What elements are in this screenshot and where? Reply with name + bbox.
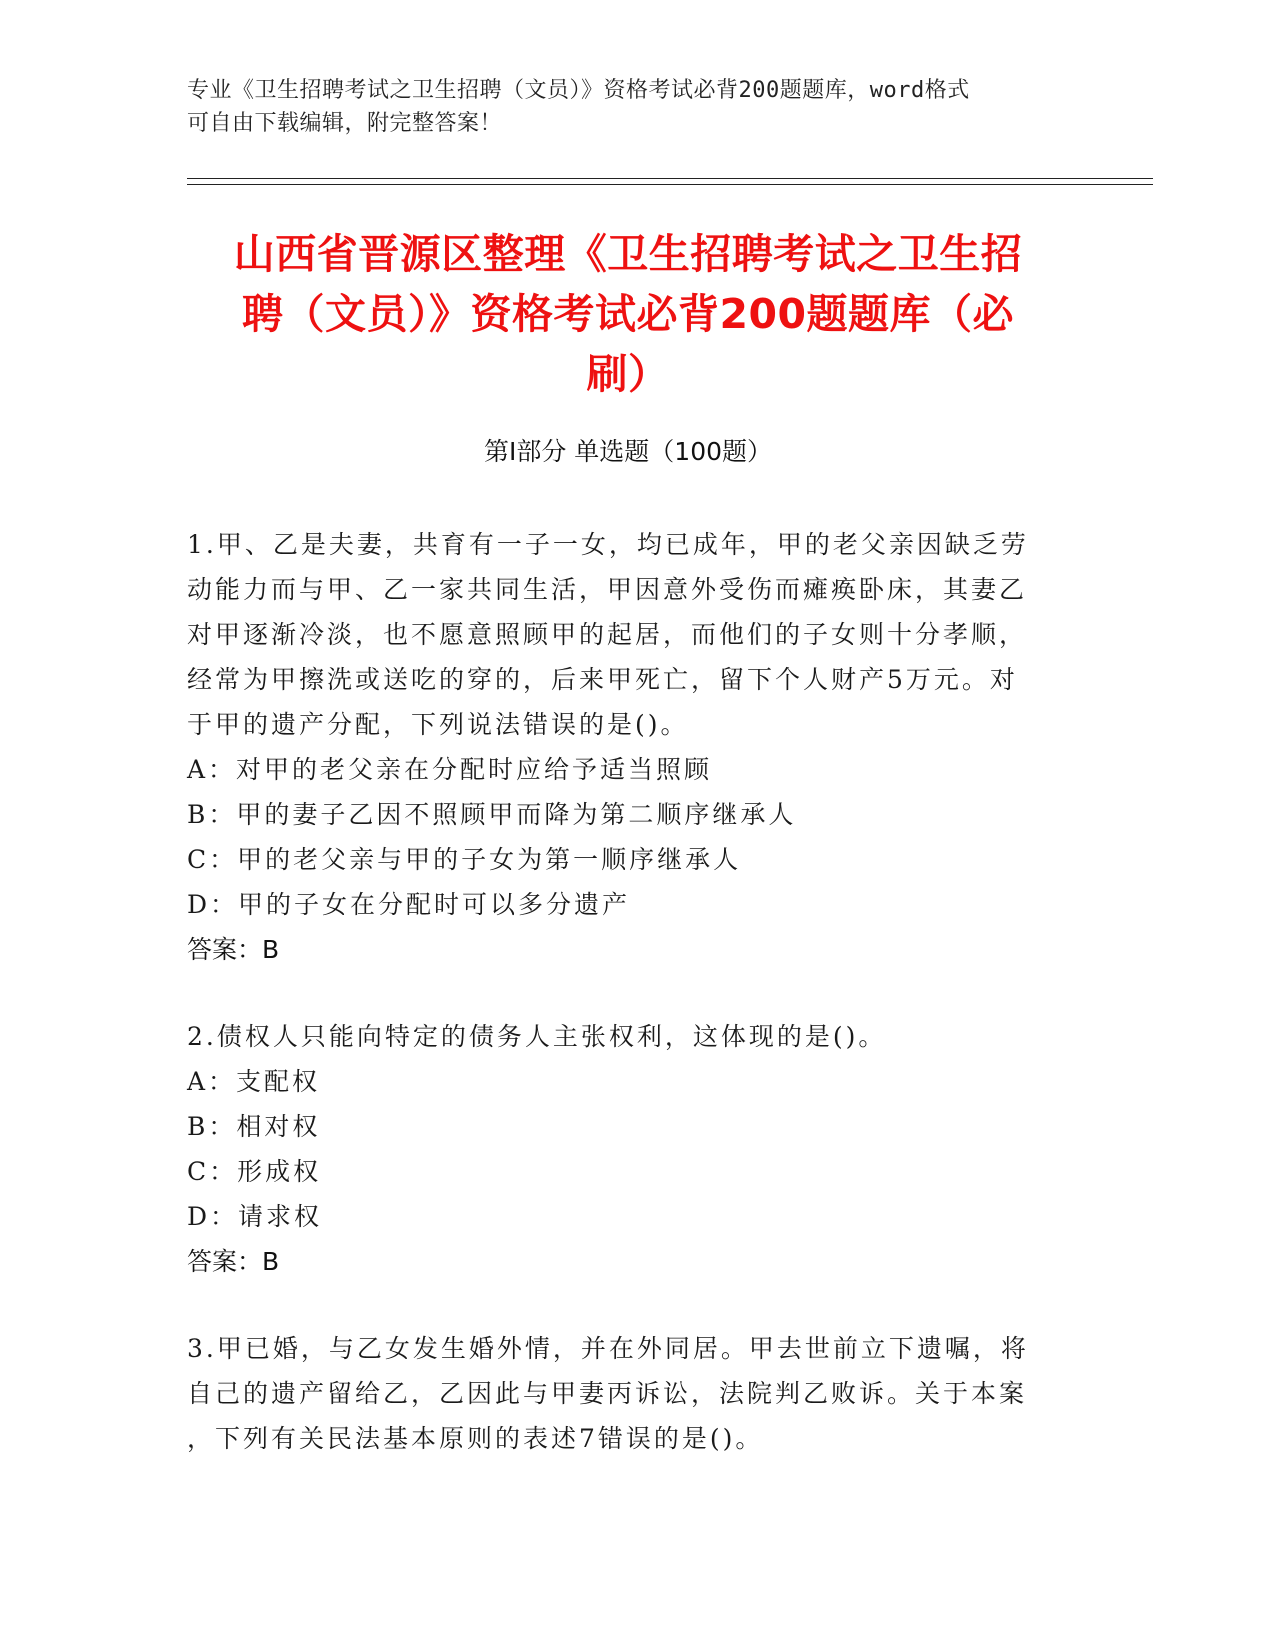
option-d: D：请求权	[187, 1202, 323, 1231]
document-title-line-3: 刷）	[586, 350, 670, 398]
header-divider-top	[187, 178, 1153, 179]
option-b: B：甲的妻子乙因不照顾甲而降为第二顺序继承人	[187, 800, 797, 829]
question-2	[187, 1014, 1067, 1284]
question-stem-line: 经常为甲擦洗或送吃的穿的，后来甲死亡，留下个人财产5万元。对	[187, 665, 1018, 694]
option-c: C：甲的老父亲与甲的子女为第一顺序继承人	[187, 845, 742, 874]
question-1	[187, 522, 1067, 972]
header-divider-bottom	[187, 184, 1153, 185]
answer-label: 答案：B	[187, 1247, 280, 1276]
question-stem-line: 于甲的遗产分配，下列说法错误的是()。	[187, 710, 689, 739]
answer-label: 答案：B	[187, 935, 280, 964]
question-stem-line: ，下列有关民法基本原则的表述7错误的是()。	[187, 1424, 764, 1453]
option-c: C：形成权	[187, 1157, 322, 1186]
section-heading: 第I部分 单选题（100题）	[483, 437, 773, 466]
question-stem-line: 1.甲、乙是夫妻，共育有一子一女，均已成年，甲的老父亲因缺乏劳	[187, 530, 1029, 559]
option-a: A：对甲的老父亲在分配时应给予适当照顾	[187, 755, 713, 784]
question-3	[187, 1326, 1067, 1461]
question-stem-line: 自己的遗产留给乙，乙因此与甲妻丙诉讼，法院判乙败诉。关于本案	[187, 1379, 1028, 1408]
question-stem-line: 3.甲已婚，与乙女发生婚外情，并在外同居。甲去世前立下遗嘱，将	[187, 1334, 1029, 1363]
question-stem-line: 对甲逐渐冷淡，也不愿意照顾甲的起居，而他们的子女则十分孝顺，	[187, 620, 1028, 649]
header-note-line-1: 专业《卫生招聘考试之卫生招聘（文员）》资格考试必背200题题库，word格式	[187, 78, 970, 103]
header-note-line-2: 可自由下载编辑，附完整答案！	[187, 111, 503, 136]
question-stem-line: 2.债权人只能向特定的债务人主张权利，这体现的是()。	[187, 1022, 887, 1051]
question-stem-line: 动能力而与甲、乙一家共同生活，甲因意外受伤而瘫痪卧床，其妻乙	[187, 575, 1028, 604]
option-a: A：支配权	[187, 1067, 321, 1096]
document-title	[187, 224, 1069, 404]
document-title-line-1: 山西省晋源区整理《卫生招聘考试之卫生招	[233, 230, 1023, 278]
header-note	[187, 74, 1067, 140]
document-title-line-2: 聘（文员）》资格考试必背200题题库（必	[241, 290, 1015, 338]
option-b: B：相对权	[187, 1112, 321, 1141]
option-d: D：甲的子女在分配时可以多分遗产	[187, 890, 631, 919]
question-list	[187, 522, 1067, 1503]
